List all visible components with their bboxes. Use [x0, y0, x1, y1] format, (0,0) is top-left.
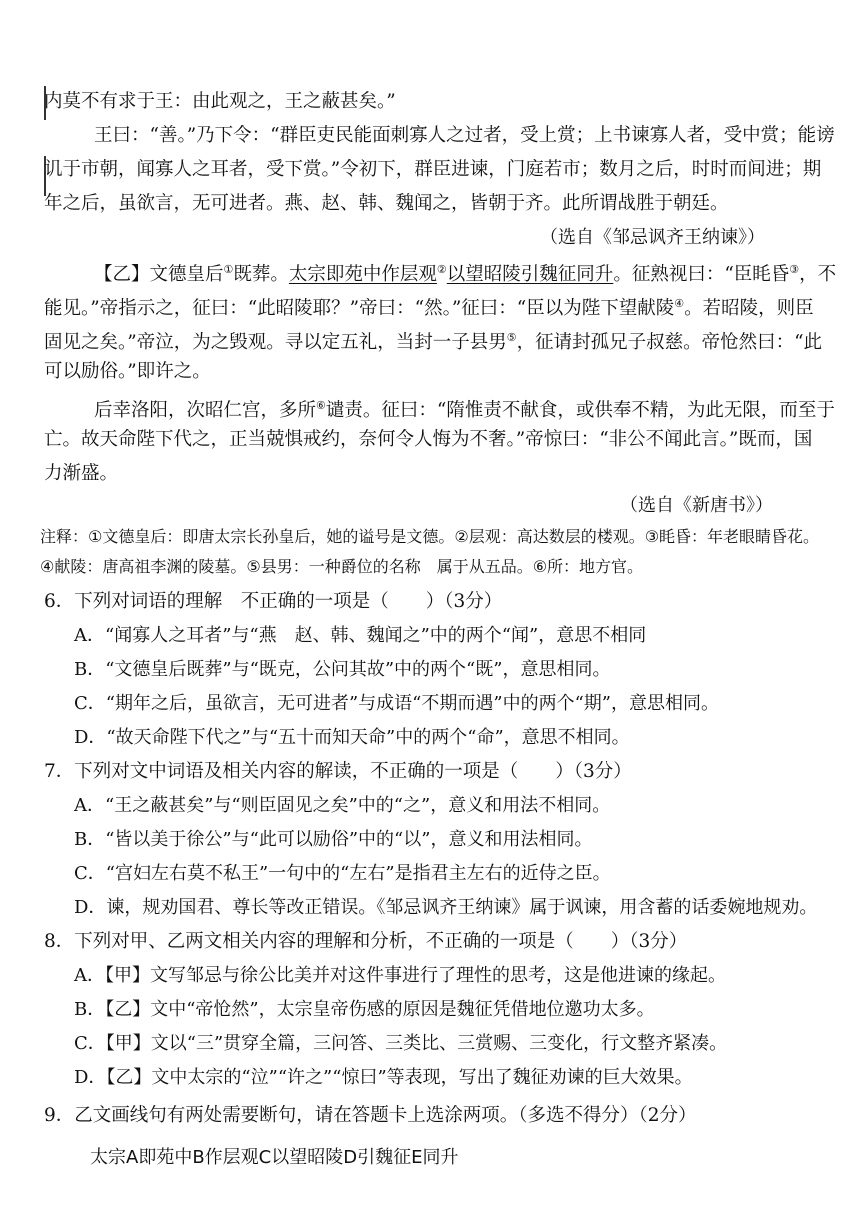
yi-line-5-a: 后幸洛阳，次昭仁宫，多所: [94, 400, 317, 422]
question-8-option-a: A．【甲】文写邹忌与徐公比美并对这件事进行了理性的思考，这是他进谏的缘起。: [74, 965, 726, 986]
underlined-sentence-part-2: 以望昭陵引魏征同升: [446, 264, 614, 286]
yi-line-6: 亡。故天命陛下代之，正当兢惧戒约，奈何令人悔为不奢。”帝惊曰：“非公不闻此言。”既而，国: [44, 429, 813, 450]
yi-line-2-a: 能见。”帝指示之，征曰：“此昭陵耶？”帝曰：“然。”征曰：“臣以为陛下望献陵: [44, 298, 675, 320]
yi-line-3-b: ，征请封孤兄子叔慈。帝怆然曰：“此: [516, 332, 823, 354]
jia-line-3: 讥于市朝，闻寡人之耳者，受下赏。”令初下，群臣进谏，门庭若市；数月之后，时时而间进；期: [44, 159, 822, 180]
question-7-stem: 7．下列对文中词语及相关内容的解读，不正确的一项是（ ）（3分）: [44, 761, 632, 782]
notes-line-1: 注释：①文德皇后：即唐太宗长孙皇后，她的谥号是文德。②层观：高达数层的楼观。③眊昏：年老眼睛昏花。: [40, 527, 820, 546]
question-8-option-d: D．【乙】文中太宗的“泣”“许之”“惊曰”等表现，写出了魏征劝谏的巨大效果。: [74, 1067, 693, 1088]
question-6-option-b: B．“文德皇后既葬”与“既克，公问其故”中的两个“既”，意思相同。: [74, 659, 611, 680]
question-9-answer-choices: 太宗A即苑中B作层观C以望昭陵D引魏征E同升: [90, 1147, 459, 1168]
yi-line-3: [44, 326, 822, 355]
notes-line-2: ④献陵：唐高祖李渊的陵墓。⑤县男：一种爵位的名称 属于从五品。⑥所：地方官。: [40, 557, 644, 576]
question-6-option-d: D．“故天命陛下代之”与“五十而知天命”中的两个“命”，意思不相同。: [74, 727, 630, 748]
note-ref-6: ⑥: [316, 399, 326, 412]
question-7-option-b: B．“皆以美于徐公”与“此可以励俗”中的“以”，意义和用法相同。: [74, 829, 593, 850]
question-6-option-c: C．“期年之后，虽欲言，无可进者”与成语“不期而遇”中的两个“期”，意思相同。: [74, 693, 719, 714]
question-9-stem: 9．乙文画线句有两处需要断句，请在答题卡上选涂两项。（多选不得分）（2分）: [44, 1105, 697, 1126]
yi-line-1: [94, 258, 836, 287]
yi-line-4: 可以励俗。”即许之。: [44, 361, 211, 382]
yi-line-3-a: 固见之矣。”帝泣，为之毁观。寻以定五礼，当封一子县男: [44, 332, 507, 354]
question-8-option-b: B．【乙】文中“帝怆然”，太宗皇帝伤感的原因是魏征凭借地位邀功太多。: [74, 999, 655, 1020]
yi-line-1-a: 【乙】文德皇后: [94, 264, 224, 286]
note-ref-3: ③: [789, 263, 800, 276]
yi-line-1-c: 。征熟视曰：“臣眊昏: [613, 264, 790, 286]
underlined-sentence-part-1: 太宗即苑中作层观: [288, 264, 437, 286]
yi-line-1-b: 既葬。: [233, 264, 289, 286]
question-7-option-c: C．“宫妇左右莫不私王”一句中的“左右”是指君主左右的近侍之臣。: [74, 863, 611, 884]
note-ref-5: ⑤: [506, 331, 517, 344]
question-8-option-c: C．【甲】文以“三”贯穿全篇，三问答、三类比、三赏赐、三变化，行文整齐紧凑。: [74, 1033, 728, 1054]
yi-line-5: [94, 394, 835, 423]
question-7-option-a: A．“王之蔽甚矣”与“则臣固见之矣”中的“之”，意义和用法不相同。: [74, 795, 611, 816]
note-ref-4: ④: [674, 297, 685, 310]
yi-line-7: 力渐盛。: [44, 463, 119, 484]
yi-line-1-d: ，不: [799, 264, 837, 286]
jia-source: （选自《邹忌讽齐王纳谏》）: [540, 227, 765, 248]
jia-line-4: 年之后，虽欲言，无可进者。燕、赵、韩、魏闻之，皆朝于齐。此所谓战胜于朝廷。: [44, 193, 729, 214]
note-ref-1: ①: [223, 263, 234, 276]
jia-line-2: 王曰：“善。”乃下令：“群臣吏民能面刺寡人之过者，受上赏；上书谏寡人者，受中赏；能谤: [94, 125, 835, 146]
note-ref-2: ②: [436, 263, 447, 276]
question-7-option-d: D．谏，规劝国君、尊长等改正错误。《邹忌讽齐王纳谏》属于讽谏，用含蓄的话委婉地规劝。: [74, 897, 818, 918]
yi-source: （选自《新唐书》）: [620, 495, 773, 516]
question-8-stem: 8．下列对甲、乙两文相关内容的理解和分析，不正确的一项是（ ）（3分）: [44, 931, 688, 952]
yi-line-5-b: 谴责。征曰：“隋惟责不献食，或供奉不精，为此无限，而至于: [325, 400, 835, 422]
question-6-option-a: A．“闻寡人之耳者”与“燕 赵、韩、魏闻之”中的两个“闻”，意思不相同: [74, 625, 647, 646]
jia-line-1: 内莫不有求于王：由此观之，王之蔽甚矣。”: [44, 91, 396, 112]
yi-line-2: [44, 292, 814, 321]
question-6-stem: 6．下列对词语的理解 不正确的一项是（ ）（3分）: [44, 591, 503, 612]
yi-line-2-b: 。若昭陵，则臣: [684, 298, 814, 320]
